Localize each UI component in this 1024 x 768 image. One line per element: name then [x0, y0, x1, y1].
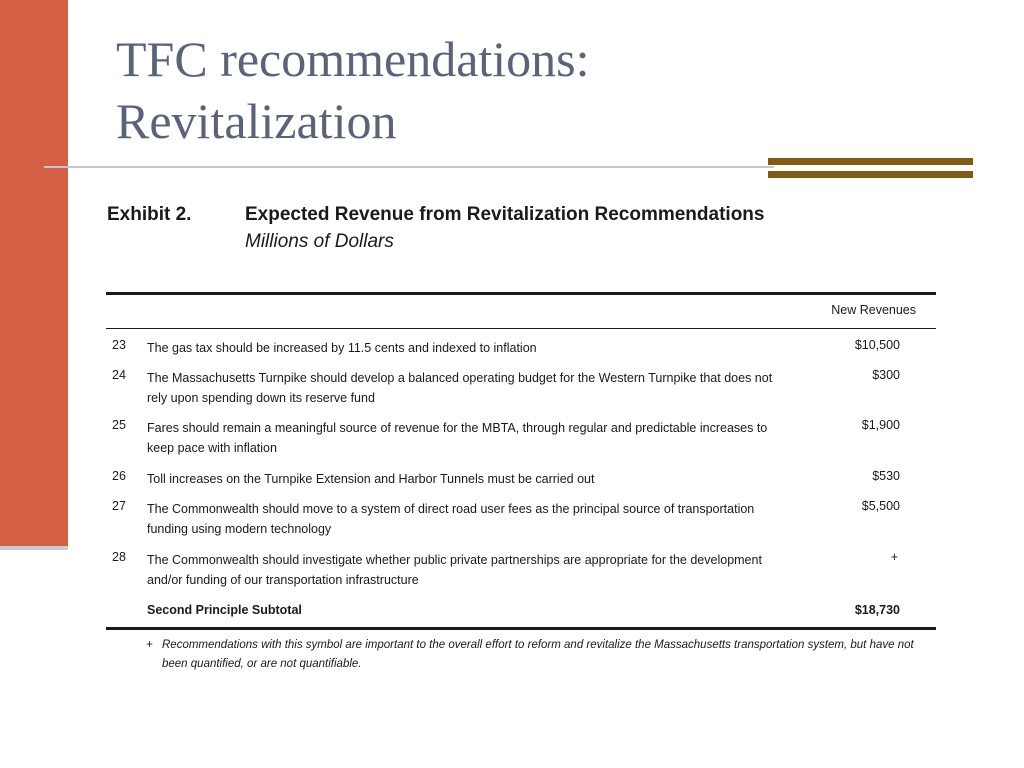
table-header-row: [106, 295, 936, 328]
footnote-text: Recommendations with this symbol are important to the overall effort to reform and revitalize the Massachusetts transportation system, but have not been quantified, or are not quantifiable.: [162, 639, 914, 670]
accent-stripe-bottom: [768, 171, 973, 178]
table-row: [106, 499, 936, 550]
row-revenue: $300: [872, 368, 900, 382]
row-revenue: $10,500: [854, 338, 900, 352]
row-number: 23: [112, 338, 126, 352]
row-number: 25: [112, 418, 126, 432]
row-revenue: $530: [872, 469, 900, 483]
row-recommendation: The gas tax should be increased by 11.5 cents and indexed to inflation: [147, 341, 537, 355]
row-number: 28: [112, 550, 126, 564]
slide-title-line-2: Revitalization: [116, 93, 397, 149]
row-number: 24: [112, 368, 126, 382]
subtotal-label: Second Principle Subtotal: [147, 603, 302, 617]
side-accent-bar: [0, 0, 68, 546]
row-revenue: $1,900: [861, 418, 900, 432]
side-accent-shadow: [0, 546, 68, 550]
row-revenue: $5,500: [861, 499, 900, 513]
exhibit-title: Expected Revenue from Revitalization Recommendations: [245, 204, 765, 225]
revenue-table: [106, 292, 936, 630]
row-revenue: +: [890, 550, 898, 564]
exhibit-subtitle: Millions of Dollars: [245, 231, 394, 252]
footnote: [146, 636, 936, 674]
table-row: [106, 368, 936, 418]
row-number: 27: [112, 499, 126, 513]
slide-title-line-1: TFC recommendations:: [116, 31, 590, 87]
row-recommendation: The Massachusetts Turnpike should develop a balanced operating budget for the Western Turnpike that does not rely upon spending down its reserve fund: [147, 371, 773, 405]
row-recommendation: The Commonwealth should investigate whether public private partnerships are appropriate for the development and/or funding of our transportation infrastructure: [147, 553, 762, 587]
table-header-rule: [106, 328, 936, 329]
row-recommendation: Fares should remain a meaningful source of revenue for the MBTA, through regular and predictable increases to keep pace with inflation: [147, 421, 768, 455]
slide-title: [116, 28, 996, 152]
table-row: [106, 418, 936, 469]
table-row: [106, 469, 936, 499]
column-header-new-revenues: New Revenues: [831, 303, 916, 317]
title-divider: [44, 166, 774, 168]
row-recommendation: Toll increases on the Turnpike Extension and Harbor Tunnels must be carried out: [147, 472, 595, 486]
table-bottom-rule: [106, 627, 936, 630]
accent-stripe-top: [768, 158, 973, 165]
subtotal-value: $18,730: [854, 603, 900, 617]
row-number: 26: [112, 469, 126, 483]
exhibit-label: Exhibit 2.: [107, 204, 192, 225]
table-row: [106, 550, 936, 598]
subtotal-row: [106, 598, 936, 627]
footnote-symbol: +: [146, 639, 153, 651]
row-recommendation: The Commonwealth should move to a system of direct road user fees as the principal source of transportation funding using modern technology: [147, 502, 755, 536]
table-row: [106, 338, 936, 368]
